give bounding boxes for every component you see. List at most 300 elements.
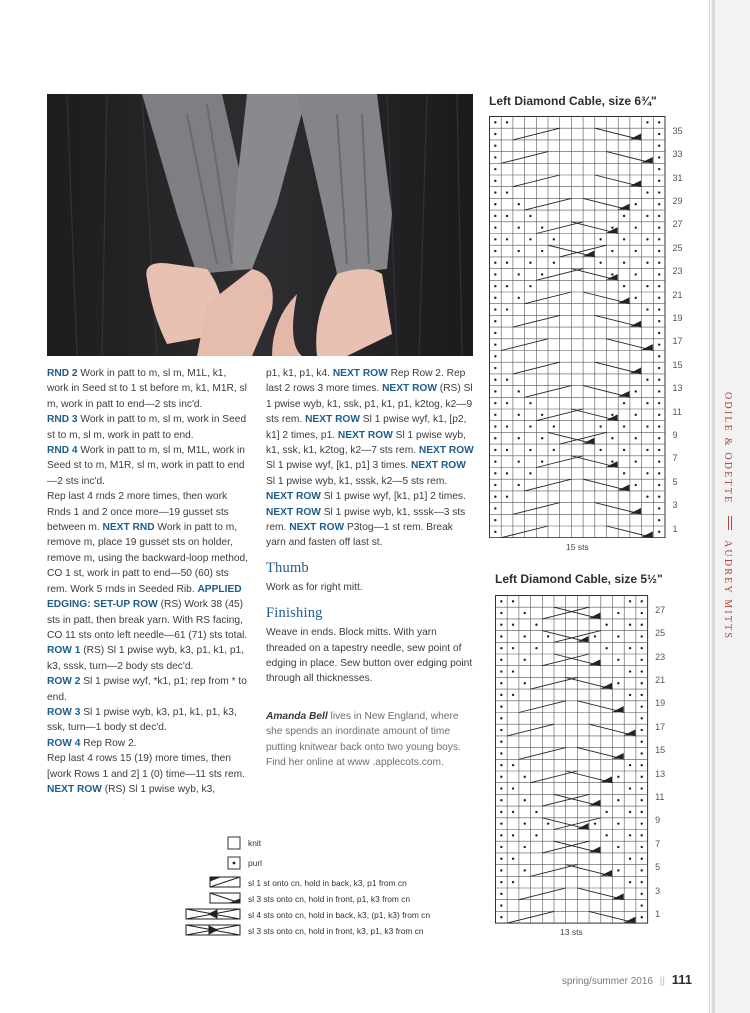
purl-dot xyxy=(500,881,502,883)
purl-dot xyxy=(617,612,619,614)
purl-dot xyxy=(500,741,502,743)
chart1-row-label: 23 xyxy=(672,266,683,277)
purl-dot xyxy=(641,635,643,637)
left-column-paragraph: ROW 2 Sl 1 pwise wyf, *k1, p1; rep from * to end. xyxy=(47,676,247,703)
purl-dot xyxy=(623,238,625,240)
purl-dot xyxy=(494,460,496,462)
purl-dot xyxy=(524,612,526,614)
chart2-row-label: 9 xyxy=(655,815,661,826)
purl-dot xyxy=(506,379,508,381)
purl-dot xyxy=(500,647,502,649)
chart2-row-label: 21 xyxy=(655,674,666,685)
purl-dot xyxy=(494,390,496,392)
side-tab-section: ODILE & ODETTE xyxy=(722,392,733,505)
purl-dot xyxy=(605,647,607,649)
purl-dot xyxy=(524,776,526,778)
purl-dot xyxy=(494,332,496,334)
purl-dot xyxy=(658,285,660,287)
purl-dot xyxy=(529,285,531,287)
purl-dot xyxy=(494,168,496,170)
purl-dot xyxy=(506,238,508,240)
chart1-row-label: 33 xyxy=(672,149,683,160)
purl-dot xyxy=(658,133,660,135)
side-tab-bar xyxy=(712,0,715,1013)
purl-dot xyxy=(506,449,508,451)
purl-dot xyxy=(646,215,648,217)
cable-symbols xyxy=(186,877,240,935)
purl-dot xyxy=(500,600,502,602)
purl-dot xyxy=(635,414,637,416)
purl-dot xyxy=(629,881,631,883)
purl-dot xyxy=(641,647,643,649)
purl-dot xyxy=(641,682,643,684)
purl-dot xyxy=(658,308,660,310)
purl-dot xyxy=(635,460,637,462)
purl-dot xyxy=(641,729,643,731)
purl-dot xyxy=(506,472,508,474)
purl-dot xyxy=(658,238,660,240)
purl-dot xyxy=(512,694,514,696)
purl-dot xyxy=(494,145,496,147)
purl-dot xyxy=(641,834,643,836)
instructions-middle-column xyxy=(266,366,474,770)
purl-dot xyxy=(641,811,643,813)
purl-dot xyxy=(658,332,660,334)
purl-dot xyxy=(635,250,637,252)
purl-dot xyxy=(658,297,660,299)
left-column-paragraph: ROW 3 Sl 1 pwise wyb, k3, p1, k1, p1, k3, ssk, turn—1 body st dec'd. xyxy=(47,706,237,734)
purl-dot xyxy=(494,531,496,533)
purl-dot xyxy=(658,273,660,275)
purl-dot xyxy=(518,250,520,252)
purl-dot xyxy=(500,799,502,801)
purl-dot xyxy=(494,262,496,264)
purl-dot xyxy=(646,472,648,474)
purl-dot xyxy=(629,624,631,626)
purl-dot xyxy=(529,215,531,217)
purl-dot xyxy=(529,238,531,240)
purl-dot xyxy=(494,320,496,322)
finishing-text: Weave in ends. Block mitts. With yarn threaded on a tapestry needle, sew point of edging in place. Sew button over edging point through all thicknesses. xyxy=(266,627,473,685)
purl-dot xyxy=(512,858,514,860)
chart1-row-label: 5 xyxy=(672,476,678,487)
purl-dot xyxy=(506,121,508,123)
chart2-row-label: 13 xyxy=(655,768,666,779)
purl-dot xyxy=(553,262,555,264)
purl-dot xyxy=(535,811,537,813)
purl-dot xyxy=(518,226,520,228)
purl-dot xyxy=(494,191,496,193)
purl-dot xyxy=(506,262,508,264)
chart2-row-label: 27 xyxy=(655,604,666,615)
purl-dot xyxy=(500,670,502,672)
purl-dot xyxy=(646,285,648,287)
left-column-paragraph: Rep last 4 rows 15 (19) more times, then [work Rows 1 and 2] 1 (0) time—11 sts rem. NEXT ROW (RS) Sl 1 pwise wyb, k3, xyxy=(47,753,245,795)
legend-purl: purl xyxy=(248,858,262,868)
purl-dot xyxy=(535,834,537,836)
purl-dot xyxy=(658,320,660,322)
purl-dot xyxy=(518,203,520,205)
purl-dot xyxy=(658,390,660,392)
purl-dot xyxy=(605,811,607,813)
purl-dot xyxy=(553,449,555,451)
purl-dot xyxy=(641,776,643,778)
purl-dot xyxy=(494,519,496,521)
chart1-row-label: 3 xyxy=(672,500,678,511)
purl-dot xyxy=(535,647,537,649)
purl-dot xyxy=(617,776,619,778)
purl-dot xyxy=(629,811,631,813)
purl-dot xyxy=(541,226,543,228)
designer-bio xyxy=(266,709,474,771)
purl-dot xyxy=(518,437,520,439)
purl-dot xyxy=(529,449,531,451)
legend-symbols xyxy=(185,836,245,942)
bio-text: lives in New England, where she spends an inordinate amount of time putting knitwear back onto two young boys. Find her online at www .applecots.com. xyxy=(266,710,461,768)
purl-dot xyxy=(494,203,496,205)
legend-cable-4: sl 3 sts onto cn, hold in front, k3, p1, k3 from cn xyxy=(248,926,424,936)
chart2-row-label: 5 xyxy=(655,862,661,873)
purl-dot xyxy=(500,916,502,918)
purl-dot xyxy=(635,484,637,486)
purl-dot xyxy=(594,635,596,637)
purl-dot xyxy=(553,425,555,427)
purl-dot xyxy=(629,647,631,649)
purl-dot xyxy=(658,180,660,182)
purl-dot xyxy=(506,191,508,193)
purl-dot xyxy=(500,752,502,754)
purl-dot xyxy=(617,822,619,824)
purl-dot xyxy=(658,203,660,205)
purl-dot xyxy=(658,215,660,217)
purl-dot xyxy=(646,402,648,404)
purl-dot xyxy=(535,624,537,626)
purl-dot xyxy=(658,437,660,439)
purl-dot xyxy=(646,425,648,427)
purl-dot xyxy=(524,869,526,871)
purl-dot xyxy=(641,787,643,789)
purl-dot xyxy=(646,449,648,451)
purl-dot xyxy=(500,764,502,766)
purl-dot xyxy=(635,390,637,392)
purl-dot xyxy=(658,191,660,193)
purl-dot xyxy=(541,437,543,439)
purl-dot xyxy=(658,402,660,404)
purl-dot xyxy=(518,414,520,416)
purl-dot xyxy=(506,308,508,310)
purl-dot xyxy=(617,682,619,684)
purl-dot xyxy=(541,414,543,416)
purl-dot xyxy=(629,694,631,696)
purl-dot xyxy=(641,741,643,743)
left-column-paragraph: RND 2 Work in patt to m, sl m, M1L, k1, work in Seed st to 1 st before m, k1, M1R, sl m, work in patt to end—2 sts inc'd. xyxy=(47,368,247,410)
chart2-row-label: 25 xyxy=(655,628,666,639)
purl-dot xyxy=(494,343,496,345)
left-column-paragraph: Rep last 4 rnds 2 more times, then work Rnds 1 and 2 once more—19 gusset sts between m. NEXT RND Work in patt to m, remove m, place 19 gusset sts on holder, remove m, using the backward-loop method, CO 1 st, work in patt to end—50 (60) sts rem. Work 5 rnds in Seeded Rib. APPLIED EDGING: SET-UP ROW (RS) Work 38 (45) sts in patt, then break yarn. With RS facing, CO 11 sts onto left needle—61 (71) sts total. xyxy=(47,491,249,641)
purl-dot xyxy=(641,624,643,626)
purl-dot xyxy=(500,893,502,895)
purl-dot xyxy=(658,355,660,357)
left-column-paragraph: RND 4 Work in patt to m, sl m, M1L, work in Seed st to m, M1R, sl m, work in patt to end—2 sts inc'd. xyxy=(47,445,245,487)
purl-dot xyxy=(494,355,496,357)
chart2-row-label: 11 xyxy=(655,791,665,802)
purl-dot xyxy=(541,250,543,252)
purl-dot xyxy=(641,893,643,895)
purl-dot xyxy=(500,811,502,813)
purl-dot xyxy=(623,262,625,264)
chart2-row-label: 17 xyxy=(655,721,666,732)
chart1-row-label: 1 xyxy=(672,523,678,534)
purl-dot xyxy=(617,869,619,871)
purl-dot xyxy=(512,764,514,766)
purl-dot xyxy=(512,881,514,883)
left-column-paragraph: RND 3 Work in patt to m, sl m, work in Seed st to m, sl m, work in patt to end. xyxy=(47,414,247,441)
purl-dot xyxy=(547,822,549,824)
purl-dot xyxy=(494,297,496,299)
chart1-row-label: 13 xyxy=(672,383,683,394)
purl-dot xyxy=(500,717,502,719)
left-column-paragraph: ROW 4 Rep Row 2. xyxy=(47,737,137,749)
purl-dot xyxy=(617,846,619,848)
purl-dot xyxy=(641,600,643,602)
purl-dot xyxy=(518,297,520,299)
finishing-heading: Finishing xyxy=(266,604,323,621)
purl-dot xyxy=(494,250,496,252)
purl-dot xyxy=(500,659,502,661)
purl-dot xyxy=(500,612,502,614)
purl-dot xyxy=(635,226,637,228)
purl-dot xyxy=(494,379,496,381)
page-number: 111 xyxy=(671,972,692,987)
purl-dot xyxy=(658,168,660,170)
purl-dot xyxy=(500,682,502,684)
purl-dot xyxy=(599,425,601,427)
purl-dot xyxy=(641,670,643,672)
purl-dot xyxy=(553,238,555,240)
purl-dot xyxy=(494,285,496,287)
legend-cable-3: sl 4 sts onto cn, hold in back, k3, (p1, k3) from cn xyxy=(248,910,431,920)
purl-dot xyxy=(547,635,549,637)
purl-dot xyxy=(529,472,531,474)
purl-dot xyxy=(646,496,648,498)
purl-dot xyxy=(635,437,637,439)
purl-dot xyxy=(617,659,619,661)
purl-dot xyxy=(518,273,520,275)
purl-dot xyxy=(658,250,660,252)
purl-dot xyxy=(658,425,660,427)
purl-dot xyxy=(658,460,660,462)
purl-dot xyxy=(518,390,520,392)
legend-cable-1: sl 1 st onto cn, hold in back, k3, p1 from cn xyxy=(248,878,407,888)
purl-dot xyxy=(494,507,496,509)
purl-dot xyxy=(641,694,643,696)
chart1-grid xyxy=(489,116,669,538)
purl-dot xyxy=(524,846,526,848)
purl-dot xyxy=(623,449,625,451)
purl-dot xyxy=(658,156,660,158)
purl-dot xyxy=(641,717,643,719)
purl-dot xyxy=(524,635,526,637)
purl-dot xyxy=(500,846,502,848)
mitts-photo xyxy=(47,94,473,356)
purl-dot xyxy=(617,635,619,637)
purl-dot xyxy=(524,799,526,801)
purl-dot xyxy=(500,869,502,871)
purl-dot xyxy=(494,425,496,427)
purl-dot xyxy=(494,273,496,275)
purl-dot xyxy=(524,682,526,684)
purl-dot xyxy=(646,379,648,381)
purl-dot xyxy=(599,262,601,264)
purl-dot xyxy=(629,834,631,836)
side-tab-pattern: AUDREY MITTS xyxy=(722,540,733,641)
middle-column-paragraph: p1, k1, p1, k4. NEXT ROW Rep Row 2. Rep last 2 rows 3 more times. NEXT ROW (RS) Sl 1 pwise wyb, k1, ssk, p1, k1, p1, k2tog, k2—9 sts rem. NEXT ROW Sl 1 pwise wyf, k1, [p2, k1] 2 times, p1. NEXT ROW Sl 1 pwise wyb, k1, ssk, k1, k2tog, k2—7 sts rem. NEXT ROW Sl 1 pwise wyf, [k1, p1] 3 times. NEXT ROW Sl 1 pwise wyb, k1, sssk, k2—5 sts rem. NEXT ROW Sl 1 pwise wyf, [k1, p1] 2 times. NEXT ROW Sl 1 pwise wyb, k1, sssk—3 sts rem. NEXT ROW P3tog—1 st rem. Break yarn and fasten off last st. xyxy=(266,368,474,549)
purl-dot xyxy=(646,308,648,310)
purl-dot xyxy=(658,343,660,345)
purl-dot xyxy=(500,858,502,860)
purl-dot xyxy=(658,145,660,147)
purl-dot xyxy=(506,285,508,287)
purl-dot xyxy=(494,402,496,404)
purl-dot xyxy=(658,414,660,416)
purl-dot xyxy=(500,624,502,626)
purl-dot xyxy=(635,203,637,205)
legend-knit: knit xyxy=(248,838,262,848)
purl-dot xyxy=(646,121,648,123)
purl-dot xyxy=(494,226,496,228)
purl-dot xyxy=(494,133,496,135)
chart1-row-label: 27 xyxy=(672,219,683,230)
purl-dot xyxy=(658,496,660,498)
purl-dot xyxy=(623,285,625,287)
purl-dot xyxy=(641,612,643,614)
chart2-title: Left Diamond Cable, size 5½" xyxy=(495,572,663,586)
purl-dot xyxy=(500,822,502,824)
left-column-paragraph: ROW 1 (RS) Sl 1 pwise wyb, k3, p1, k1, p1, k3, sssk, turn—2 body sts dec'd. xyxy=(47,645,245,672)
purl-dot xyxy=(658,121,660,123)
purl-dot xyxy=(506,425,508,427)
thumb-text: Work as for right mitt. xyxy=(266,582,363,594)
side-tab-divider-2 xyxy=(731,516,732,530)
chart1-row-label: 25 xyxy=(672,242,683,253)
purl-dot xyxy=(512,600,514,602)
chart1-row-label: 19 xyxy=(672,312,683,323)
purl-dot xyxy=(494,308,496,310)
instructions-left-column xyxy=(47,366,249,797)
purl-dot xyxy=(500,787,502,789)
side-tab-divider xyxy=(728,516,729,530)
knit-symbol xyxy=(228,837,240,849)
purl-dot xyxy=(641,764,643,766)
purl-dot xyxy=(641,916,643,918)
purl-dot xyxy=(494,180,496,182)
purl-dot xyxy=(524,822,526,824)
purl-dot xyxy=(641,705,643,707)
purl-dot xyxy=(500,635,502,637)
purl-dot xyxy=(518,484,520,486)
purl-dot xyxy=(641,752,643,754)
purl-dot xyxy=(500,904,502,906)
purl-dot xyxy=(599,238,601,240)
purl-dot xyxy=(500,705,502,707)
chart1-row-label: 29 xyxy=(672,195,683,206)
purl-dot xyxy=(594,822,596,824)
purl-dot xyxy=(512,811,514,813)
chart1-row-label: 21 xyxy=(672,289,683,300)
purl-dot xyxy=(629,858,631,860)
purl-dot xyxy=(529,262,531,264)
purl-dot xyxy=(494,496,496,498)
purl-dot xyxy=(641,881,643,883)
purl-dot xyxy=(494,472,496,474)
chart2-row-label: 3 xyxy=(655,885,661,896)
purl-dot xyxy=(500,694,502,696)
purl-dot xyxy=(494,484,496,486)
purl-dot xyxy=(629,670,631,672)
purl-dot xyxy=(658,531,660,533)
purl-dot xyxy=(658,262,660,264)
purl-dot xyxy=(500,834,502,836)
purl-dot xyxy=(629,787,631,789)
purl-dot xyxy=(506,496,508,498)
chart1-sts-label: 15 sts xyxy=(566,542,589,552)
chart1-title: Left Diamond Cable, size 6¾" xyxy=(489,94,657,108)
purl-dot xyxy=(611,250,613,252)
chart1-row-label: 17 xyxy=(672,336,683,347)
chart1-row-label: 31 xyxy=(672,172,683,183)
purl-dot xyxy=(494,238,496,240)
purl-dot xyxy=(494,215,496,217)
purl-dot xyxy=(646,191,648,193)
chart2-row-label: 1 xyxy=(655,908,661,919)
purl-dot xyxy=(494,449,496,451)
purl-dot xyxy=(635,297,637,299)
purl-dot xyxy=(623,425,625,427)
chart1-row-label: 35 xyxy=(672,125,683,136)
designer-name: Amanda Bell xyxy=(266,710,328,722)
chart2-row-label: 7 xyxy=(655,838,661,849)
chart2-sts-label: 13 sts xyxy=(560,927,583,937)
purl-dot xyxy=(646,262,648,264)
chart1-row-label: 7 xyxy=(672,453,678,464)
purl-dot xyxy=(512,787,514,789)
purl-dot xyxy=(629,600,631,602)
purl-dot xyxy=(623,472,625,474)
purl-dot xyxy=(611,437,613,439)
purl-dot xyxy=(658,226,660,228)
purl-dot xyxy=(541,460,543,462)
purl-dot xyxy=(500,776,502,778)
purl-dot xyxy=(611,414,613,416)
purl-dot xyxy=(641,799,643,801)
purl-dot xyxy=(658,519,660,521)
purl-dot xyxy=(641,858,643,860)
purl-dot xyxy=(605,624,607,626)
purl-dot xyxy=(611,226,613,228)
page-footer: spring/summer 2016 || 111 xyxy=(561,972,692,987)
issue-label: spring/summer 2016 xyxy=(561,976,653,987)
purl-dot xyxy=(529,402,531,404)
purl-dot xyxy=(506,402,508,404)
purl-dot xyxy=(611,273,613,275)
thumb-heading: Thumb xyxy=(266,559,309,576)
purl-dot xyxy=(529,425,531,427)
purl-dot xyxy=(506,215,508,217)
purl-dot xyxy=(629,764,631,766)
purl-dot xyxy=(518,460,520,462)
purl-dot xyxy=(494,437,496,439)
purl-dot xyxy=(599,449,601,451)
